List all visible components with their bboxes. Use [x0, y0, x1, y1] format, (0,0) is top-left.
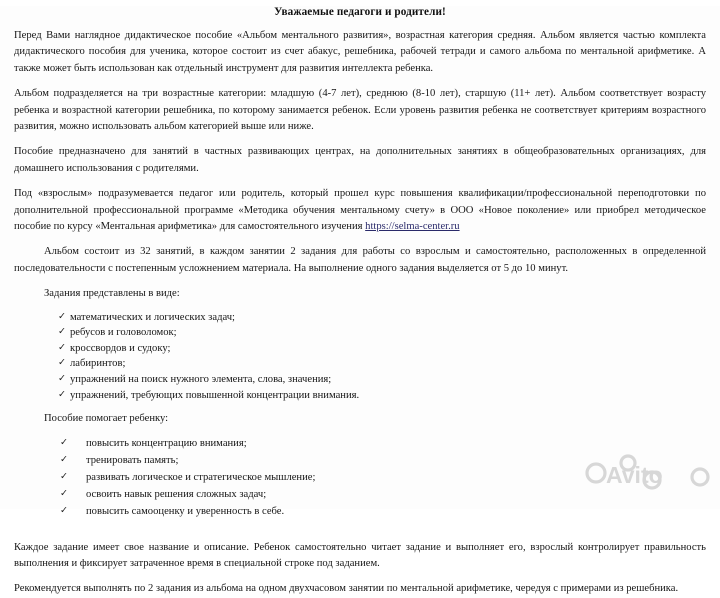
check-icon: ✓ [58, 311, 66, 322]
check-icon: ✓ [60, 489, 68, 500]
list-item [60, 503, 706, 520]
list-item-label: повысить самооценку и уверенность в себе. [86, 506, 285, 518]
paragraph-adult-definition [14, 186, 706, 235]
list-item [60, 469, 706, 486]
check-icon: ✓ [60, 437, 68, 448]
list-item-label: развивать логическое и стратегическое мышление; [86, 472, 316, 484]
list-item-label: повысить концентрацию внимания; [86, 437, 247, 449]
check-icon: ✓ [58, 327, 66, 338]
task-types-list [14, 310, 706, 404]
paragraph-intended-use: Пособие предназначено для занятий в частных развивающих центрах, на дополнительных занятиях в общеобразовательных организациях, для домашнего использования с родителями. [14, 146, 706, 174]
paragraph-recommendation: Рекомендуется выполнять по 2 задания из альбома на одном двухчасовом занятии по ментальной арифметике, чередуя с примерами из решебника. [14, 583, 679, 595]
list-item [60, 452, 706, 469]
list-item-label: кроссвордов и судоку; [70, 342, 171, 354]
list-item [58, 341, 706, 357]
list-item-label: освоить навык решения сложных задач; [86, 489, 267, 501]
check-icon: ✓ [58, 342, 66, 353]
page-title: Уважаемые педагоги и родители! [274, 6, 446, 18]
paragraph-age-categories: Альбом подразделяется на три возрастные категории: младшую (4-7 лет), среднюю (8-10 лет), старшую (11+ лет). Альбом соответствует возрасту ребенка и возрастной категории решебника, по которому занимается ребенок. Если уровень развития ребенка не соответствует критериям возрастного развития, можно использовать альбом категорией выше или ниже. [14, 88, 706, 133]
check-icon: ✓ [58, 389, 66, 400]
list-item-label: математических и логических задач; [70, 311, 236, 323]
check-icon: ✓ [58, 358, 66, 369]
benefits-list [14, 435, 706, 521]
list-item-label: упражнений, требующих повышенной концентрации внимания. [70, 389, 360, 401]
list-item [58, 310, 706, 326]
list-item [60, 435, 706, 452]
list-item-label: ребусов и головоломок; [70, 327, 177, 339]
list-item [58, 356, 706, 372]
check-icon: ✓ [58, 374, 66, 385]
list-item [58, 388, 706, 404]
section-spacer [14, 529, 706, 540]
list-two-lead: Пособие помогает ребенку: [44, 413, 169, 425]
list-item [60, 486, 706, 503]
list-item-label: лабиринтов; [70, 358, 126, 370]
svg-text:Avito: Avito [606, 462, 663, 488]
check-icon: ✓ [60, 472, 68, 483]
paragraph-intro: Перед Вами наглядное дидактическое пособие «Альбом ментального развития», возрастная категория средняя. Альбом является частью комплекта дидактического пособия для ученика, которое состоит из счет абакус, решебника, рабочей тетради и самого альбома по ментальной арифметике. А также может быть использован как отдельный инструмент для развития интеллекта ребенка. [14, 30, 706, 74]
paragraph-task-workflow: Каждое задание имеет свое название и описание. Ребенок самостоятельно читает задание и выполняет его, взрослый контролирует правильность выполнения и фиксирует затраченное время в специальной строке под заданием. [14, 541, 706, 570]
paragraph-adult-definition-text: Под «взрослым» подразумевается педагог или родитель, который прошел курс повышения квалификации/профессиональной переподготовки по дополнительной профессиональной программе «Методика обучения ментальному счету» в ООО «Новое поколение» или приобрел методическое пособие по курсу «Ментальная арифметика» для самостоятельного изучения [14, 188, 706, 233]
list-item [58, 372, 706, 388]
document-page [0, 6, 720, 595]
selma-center-link[interactable]: https://selma-center.ru [365, 221, 460, 233]
paragraph-structure: Альбом состоит из 32 занятий, в каждом занятии 2 задания для работы со взрослым и самостоятельно, расположенных в определенной последовательности с постепенным усложнением материала. На выполнение одного задания выделяется от 5 до 10 минут. [14, 246, 706, 274]
list-item [58, 325, 706, 341]
list-one-lead: Задания представлены в виде: [44, 288, 180, 300]
check-icon: ✓ [60, 454, 68, 465]
list-item-label: упражнений на поиск нужного элемента, слова, значения; [70, 374, 332, 386]
check-icon: ✓ [60, 506, 68, 517]
list-item-label: тренировать память; [86, 454, 179, 466]
